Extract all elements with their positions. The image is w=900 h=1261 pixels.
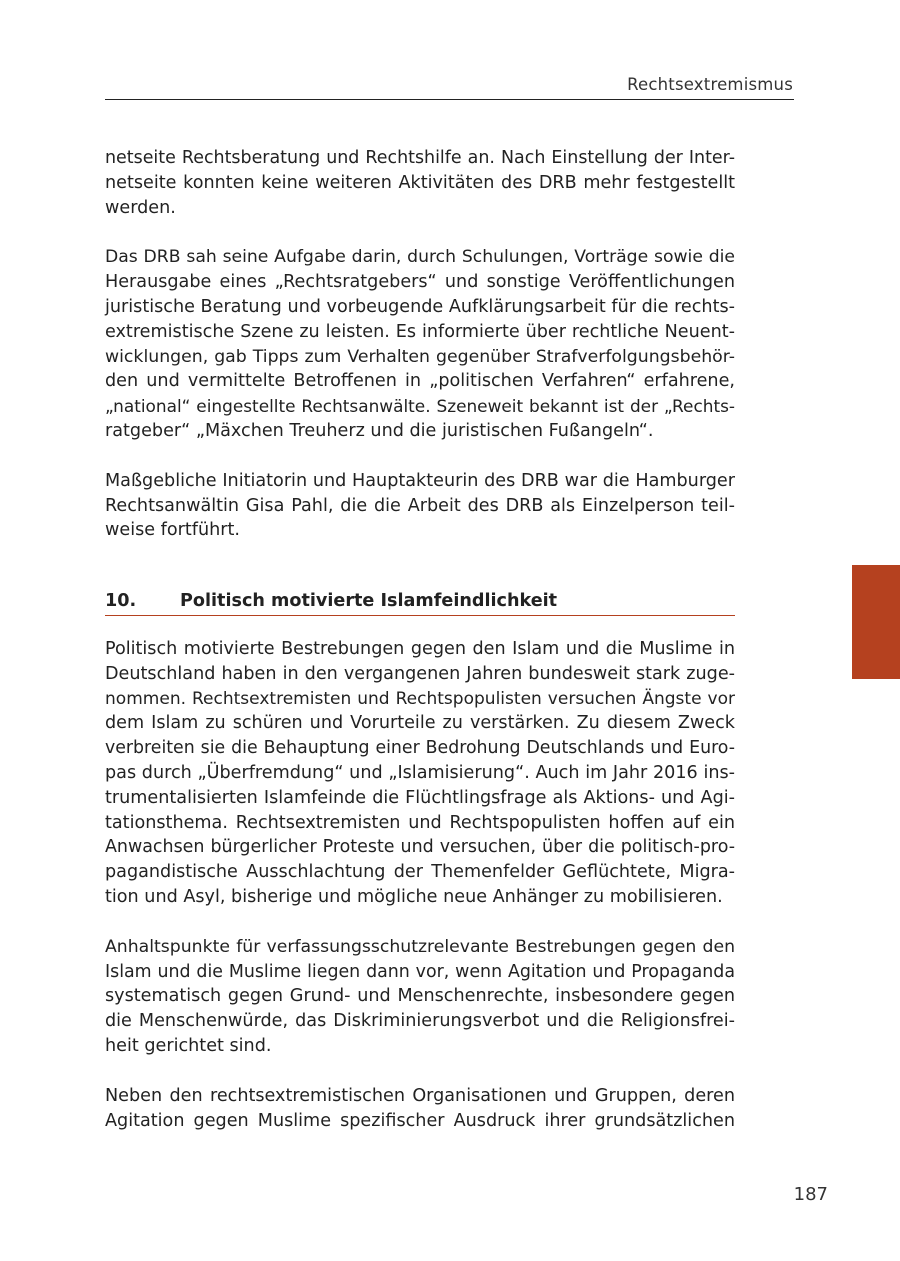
text-line: wicklungen, gab Tipps zum Verhalten gegenüber Strafverfolgungsbehör- — [105, 346, 735, 367]
running-header-title: Rechtsextremismus — [627, 75, 793, 94]
text-line: Neben den rechtsextremistischen Organisationen und Gruppen, deren — [105, 1085, 735, 1106]
section-heading — [105, 589, 735, 616]
page-number: 187 — [793, 1184, 828, 1205]
text-line: verbreiten sie die Behauptung einer Bedrohung Deutschlands und Euro- — [105, 738, 735, 759]
text-line: Agitation gegen Muslime spezifischer Ausdruck ihrer grundsätzlichen — [105, 1110, 735, 1131]
text-line: ratgeber“ „Mäxchen Treuherz und die juristischen Fußangeln“. — [105, 420, 654, 441]
chapter-side-tab — [852, 565, 900, 679]
text-line: die Menschenwürde, das Diskriminierungsverbot und die Religionsfrei- — [105, 1011, 735, 1032]
paragraph — [105, 146, 735, 220]
text-line: Politisch motivierte Bestrebungen gegen den Islam und die Muslime in — [105, 639, 735, 659]
header-rule — [105, 99, 794, 100]
text-line: Anhaltspunkte für verfassungsschutzrelevante Bestrebungen gegen den — [105, 936, 735, 957]
text-line: netseite konnten keine weiteren Aktivitäten des DRB mehr festgestellt — [105, 172, 735, 193]
text-line: Anwachsen bürgerlicher Proteste und versuchen, über die politisch-pro- — [105, 837, 735, 858]
body-text-bottom — [105, 637, 735, 1133]
text-line: netseite Rechtsberatung und Rechtshilfe an. Nach Einstellung der Inter- — [105, 148, 735, 168]
text-line: werden. — [105, 197, 176, 218]
paragraph — [105, 637, 735, 910]
text-line: juristische Beratung und vorbeugende Aufklärungsarbeit für die rechts- — [105, 296, 735, 317]
text-line: pagandistische Ausschlachtung der Themenfelder Geflüchtete, Migra- — [105, 862, 735, 883]
text-line: tationsthema. Rechtsextremisten und Rechtspopulisten hoffen auf ein — [105, 812, 735, 833]
text-line: weise fortführt. — [105, 520, 240, 541]
text-line: „national“ eingestellte Rechtsanwälte. Szeneweit bekannt ist der „Rechts- — [105, 396, 735, 417]
text-line: extremistische Szene zu leisten. Es informierte über rechtliche Neuent- — [105, 321, 735, 342]
text-line: tion und Asyl, bisherige und mögliche neue Anhänger zu mobilisieren. — [105, 886, 723, 907]
text-line: Islam und die Muslime liegen dann vor, wenn Agitation und Propaganda — [105, 961, 735, 982]
body-text-top — [105, 146, 735, 543]
paragraph — [105, 1084, 735, 1134]
text-line: Rechtsanwältin Gisa Pahl, die die Arbeit des DRB als Einzelperson teil- — [105, 495, 735, 516]
text-line: heit gerichtet sind. — [105, 1035, 272, 1056]
section-title: Politisch motivierte Islamfeindlichkeit — [180, 591, 558, 611]
text-line: trumentalisierten Islamfeinde die Flüchtlingsfrage als Aktions- und Agi- — [105, 787, 735, 808]
text-line: Das DRB sah seine Aufgabe darin, durch Schulungen, Vorträge sowie die — [105, 247, 735, 268]
section-number: 10. — [105, 591, 137, 611]
text-line: Maßgebliche Initiatorin und Hauptakteurin des DRB war die Hamburger — [105, 470, 735, 491]
text-line: dem Islam zu schüren und Vorurteile zu verstärken. Zu diesem Zweck — [105, 713, 735, 734]
text-line: den und vermittelte Betroffenen in „politischen Verfahren“ erfahrene, — [105, 371, 735, 392]
text-line: pas durch „Überfremdung“ und „Islamisierung“. Auch im Jahr 2016 ins- — [105, 762, 735, 783]
text-line: nommen. Rechtsextremisten und Rechtspopulisten versuchen Ängste vor — [105, 688, 735, 709]
paragraph — [105, 935, 735, 1059]
text-line: Deutschland haben in den vergangenen Jahren bundesweit stark zuge- — [105, 663, 735, 684]
text-line: systematisch gegen Grund- und Menschenrechte, insbesondere gegen — [105, 986, 735, 1007]
paragraph — [105, 469, 735, 543]
text-line: Herausgabe eines „Rechtsratgebers“ und sonstige Veröffentlichungen — [105, 272, 735, 293]
paragraph — [105, 245, 735, 443]
